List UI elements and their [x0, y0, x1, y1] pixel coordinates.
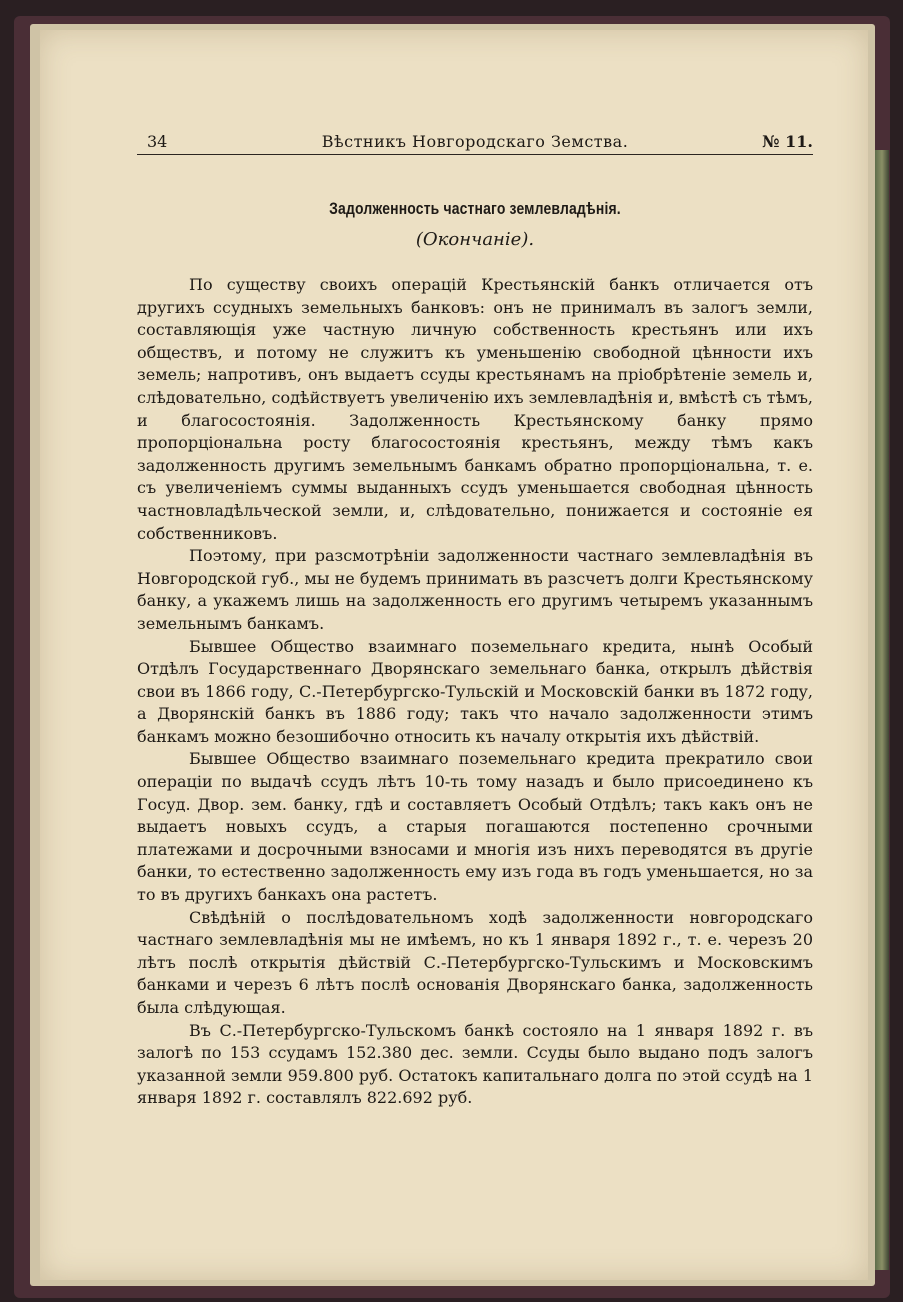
paragraph: Бывшее Общество взаимнаго поземельнаго кредита, нынѣ Особый Отдѣлъ Государственнаго Дворянскаго земельнаго банка, открылъ дѣйствія свои въ 1866 году, С.-Петербургско-Тульскій и Московскій банки въ 1872 году, а Дворянскій банкъ въ 1886 году; такъ что начало задолженности этимъ банкамъ можно безошибочно относить къ началу открытія ихъ дѣйствій.: [137, 636, 813, 746]
page-number: 34: [147, 132, 168, 151]
journal-title: Вѣстникъ Новгородскаго Земства.: [321, 132, 629, 151]
paragraph: Поэтому, при разсмотрѣніи задолженности частнаго землевладѣнія въ Новгородской губ., мы не будемъ принимать въ разсчетъ долги Крестьянскому банку, а укажемъ лишь на задолженность его другимъ четыремъ указаннымъ земельнымъ банкамъ.: [137, 546, 813, 633]
running-header: [137, 120, 813, 155]
article-subtitle: (Окончаніе).: [415, 229, 535, 250]
issue-number: № 11.: [762, 132, 813, 151]
page-edge: [875, 150, 889, 1270]
page-content: [137, 120, 813, 1110]
article-title: Задолженность частнаго землевладѣнія.: [329, 199, 621, 218]
paragraph: Въ С.-Петербургско-Тульскомъ банкѣ состояло на 1 января 1892 г. въ залогѣ по 153 ссудамъ 152.380 дес. земли. Ссуды было выдано подъ залогъ указанной земли 959.800 руб. Остатокъ капитальнаго долга по этой ссудѣ на 1 января 1892 г. составлялъ 822.692 руб.: [137, 1020, 813, 1108]
article-body: [137, 274, 813, 1110]
paragraph: Свѣдѣній о послѣдовательномъ ходѣ задолженности новгородскаго частнаго землевладѣнія мы не имѣемъ, но къ 1 января 1892 г., т. е. черезъ 20 лѣтъ послѣ открытія дѣйствій С.-Петербургско-Тульскимъ и Московскимъ банками и черезъ 6 лѣтъ послѣ основанія Дворянскаго банка, задолженность была слѣдующая.: [137, 907, 813, 1017]
paragraph: По существу своихъ операцій Крестьянскій банкъ отличается отъ другихъ ссудныхъ земельныхъ банковъ: онъ не принималъ въ залогъ земли, составляющія уже частную личную собственность крестьянъ или ихъ обществъ, и потому не служитъ къ уменьшенію свободной цѣнности ихъ земель; напротивъ, онъ выдаетъ ссуды крестьянамъ на пріобрѣтеніе земель и, слѣдовательно, содѣйствуетъ увеличенію ихъ землевладѣнія и, вмѣстѣ съ тѣмъ, и благосостоянія. Задолженность Крестьянскому банку прямо пропорціональна росту благосостоянія крестьянъ, между тѣмъ какъ задолженность другимъ земельнымъ банкамъ обратно пропорціональна, т. е. съ увеличеніемъ суммы выданныхъ ссудъ уменьшается свободная цѣнность частновладѣльческой земли, и, слѣдовательно, понижается и состояніе ея собственниковъ.: [137, 275, 813, 543]
paragraph: Бывшее Общество взаимнаго поземельнаго кредита прекратило свои операціи по выдачѣ ссудъ лѣтъ 10-ть тому назадъ и было присоединено къ Госуд. Двор. зем. банку, гдѣ и составляетъ Особый Отдѣлъ; такъ какъ онъ не выдаетъ новыхъ ссудъ, а старыя погашаются постепенно срочными платежами и досрочными взносами и многія изъ нихъ переводятся въ другіе банки, то естественно задолженность ему изъ года въ годъ уменьшается, но за то въ другихъ банкахъ она растетъ.: [137, 749, 813, 905]
